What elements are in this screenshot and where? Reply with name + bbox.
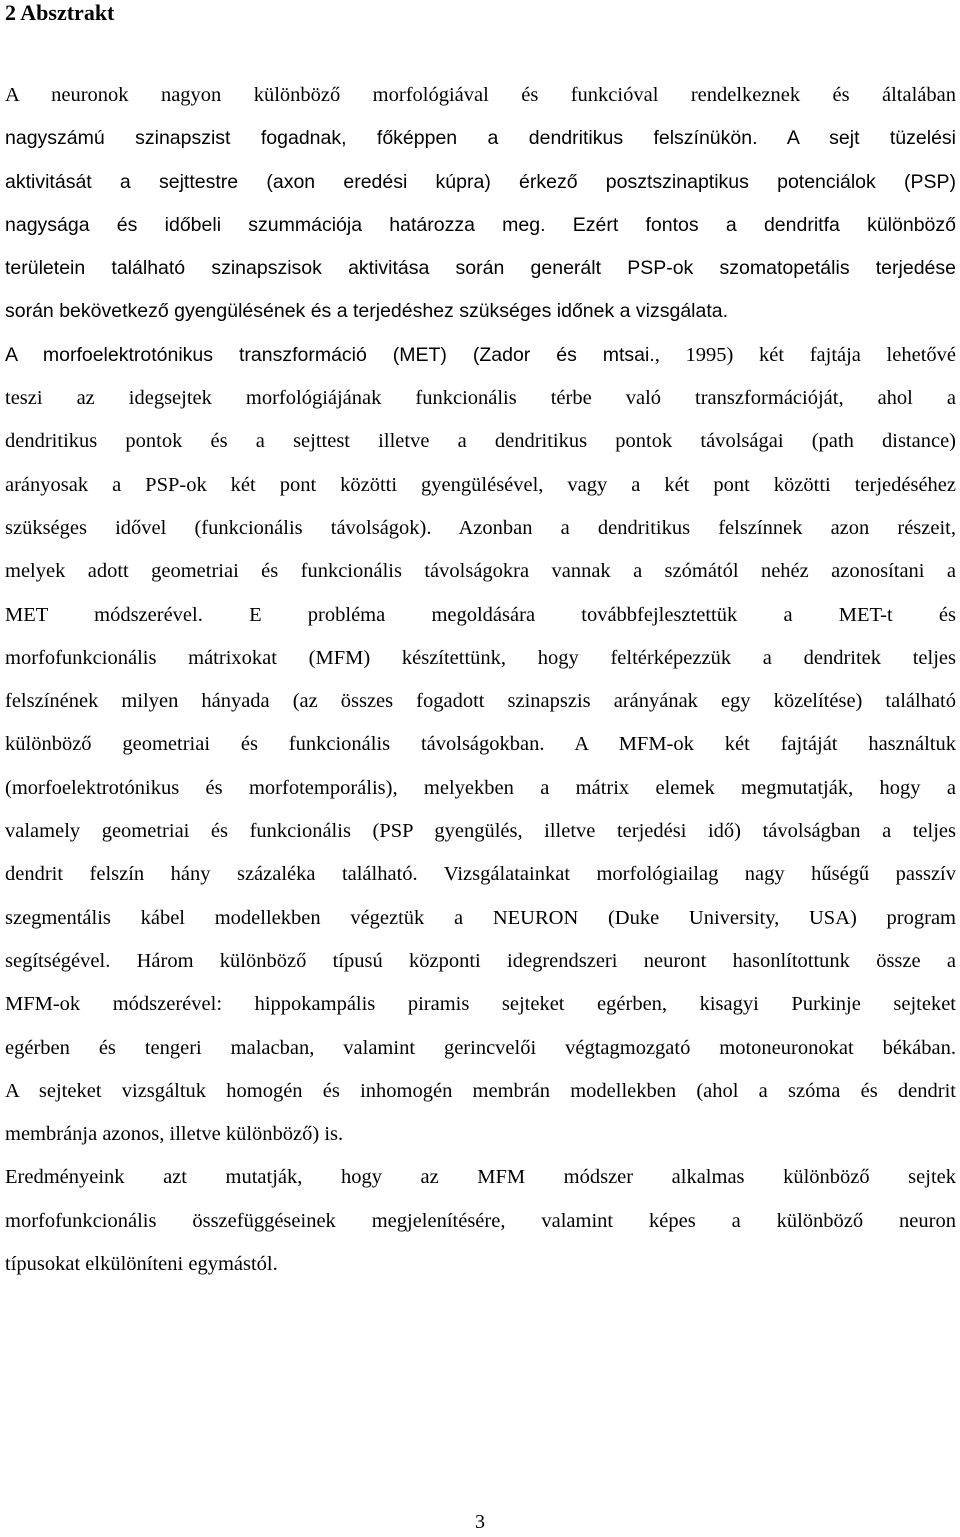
text-line bbox=[5, 334, 956, 377]
text-line bbox=[5, 1243, 956, 1286]
text-segment: A sejteket vizsgáltuk homogén és inhomogén membrán modellekben (ahol a szóma és dendrit bbox=[5, 1079, 956, 1102]
text-line bbox=[5, 1156, 956, 1199]
text-segment: során bekövetkező gyengülésének és a terjedéshez szükséges időnek a vizsgálata. bbox=[5, 300, 729, 323]
text-line bbox=[5, 723, 956, 766]
text-segment: nagyszámú szinapszist fogadnak, főképpen a dendritikus felszínükön. A sejt tüzelési bbox=[5, 127, 956, 150]
section-heading: 2 Absztrakt bbox=[5, 0, 115, 25]
text-segment: aktivitását a sejttestre (axon eredési kúpra) érkező posztszinaptikus potenciálok (PSP) bbox=[5, 170, 956, 193]
text-line bbox=[5, 897, 956, 940]
text-line bbox=[5, 247, 956, 290]
text-segment: membránja azonos, illetve különböző) is. bbox=[5, 1123, 344, 1146]
text-segment: (morfoelektrotónikus és morfotemporális), melyekben a mátrix elemek megmutatják, hogy a bbox=[5, 776, 956, 799]
text-line bbox=[5, 983, 956, 1026]
text-segment: különböző geometriai és funkcionális távolságokban. A MFM-ok két fajtáját használtuk bbox=[5, 733, 956, 756]
text-segment: területein található szinapszisok aktivitása során generált PSP-ok szomatopetális terjedése bbox=[5, 257, 956, 280]
text-segment: Eredményeink azt mutatják, hogy az MFM módszer alkalmas különböző sejtek bbox=[5, 1166, 956, 1189]
text-segment: nagysága és időbeli szummációja határozza meg. Ezért fontos a dendritfa különböző bbox=[5, 213, 956, 236]
text-line bbox=[5, 74, 956, 117]
abstract-body bbox=[5, 74, 956, 1286]
text-line bbox=[5, 464, 956, 507]
text-line bbox=[5, 767, 956, 810]
text-segment: melyek adott geometriai és funkcionális távolságokra vannak a szómától nehéz azonosítani a bbox=[5, 560, 956, 583]
text-line bbox=[5, 940, 956, 983]
text-line bbox=[5, 550, 956, 593]
text-line bbox=[5, 290, 956, 333]
document-page bbox=[5, 0, 956, 1286]
text-line bbox=[5, 637, 956, 680]
text-line bbox=[5, 507, 956, 550]
text-line bbox=[5, 1027, 956, 1070]
text-line bbox=[5, 810, 956, 853]
text-segment: valamely geometriai és funkcionális (PSP gyengülés, illetve terjedési idő) távolságban a teljes bbox=[5, 820, 956, 843]
text-line bbox=[5, 680, 956, 723]
text-segment: A morfoelektrotónikus transzformáció (MET) (Zador és mtsai. bbox=[5, 343, 655, 366]
text-segment: dendritikus pontok és a sejttest illetve a dendritikus pontok távolságai (path distance) bbox=[5, 430, 956, 453]
text-line bbox=[5, 117, 956, 160]
text-line bbox=[5, 204, 956, 247]
text-segment: morfofunkcionális összefüggéseinek megjelenítésére, valamint képes a különböző neuron bbox=[5, 1209, 956, 1232]
text-segment: segítségével. Három különböző típusú központi idegrendszeri neuront hasonlítottunk össze a bbox=[5, 949, 956, 972]
text-segment: egérben és tengeri malacban, valamint gerincvelői végtagmozgató motoneuronokat békában. bbox=[5, 1036, 956, 1059]
text-segment: teszi az idegsejtek morfológiájának funkcionális térbe való transzformációját, ahol a bbox=[5, 387, 956, 410]
text-segment: MET módszerével. E probléma megoldására továbbfejlesztettük a MET-t és bbox=[5, 603, 956, 626]
text-segment: A neuronok nagyon különböző morfológiával és funkcióval rendelkeznek és általában bbox=[5, 84, 956, 106]
text-line bbox=[5, 1200, 956, 1243]
text-segment: morfofunkcionális mátrixokat (MFM) készítettünk, hogy feltérképezzük a dendritek teljes bbox=[5, 646, 956, 669]
text-segment: felszínének milyen hányada (az összes fogadott szinapszis arányának egy közelítése) található bbox=[5, 690, 956, 713]
text-line bbox=[5, 420, 956, 463]
text-line bbox=[5, 377, 956, 420]
text-segment: MFM-ok módszerével: hippokampális piramis sejteket egérben, kisagyi Purkinje sejteket bbox=[5, 993, 956, 1016]
text-segment: arányosak a PSP-ok két pont közötti gyengülésével, vagy a két pont közötti terjedéséhez bbox=[5, 473, 956, 496]
text-line bbox=[5, 594, 956, 637]
text-line bbox=[5, 1070, 956, 1113]
text-line bbox=[5, 1113, 956, 1156]
text-line bbox=[5, 161, 956, 204]
text-segment: szükséges idővel (funkcionális távolságok). Azonban a dendritikus felszínnek azon részeit, bbox=[5, 516, 956, 539]
text-segment: szegmentális kábel modellekben végeztük a NEURON (Duke University, USA) program bbox=[5, 906, 956, 929]
page-number: 3 bbox=[475, 1511, 485, 1533]
text-line bbox=[5, 853, 956, 896]
text-segment: , 1995) két fajtája lehetővé bbox=[654, 343, 956, 366]
text-segment: dendrit felszín hány százaléka található. Vizsgálatainkat morfológiailag nagy hűségű passzív bbox=[5, 863, 956, 886]
text-segment: típusokat elkülöníteni egymástól. bbox=[5, 1253, 278, 1276]
